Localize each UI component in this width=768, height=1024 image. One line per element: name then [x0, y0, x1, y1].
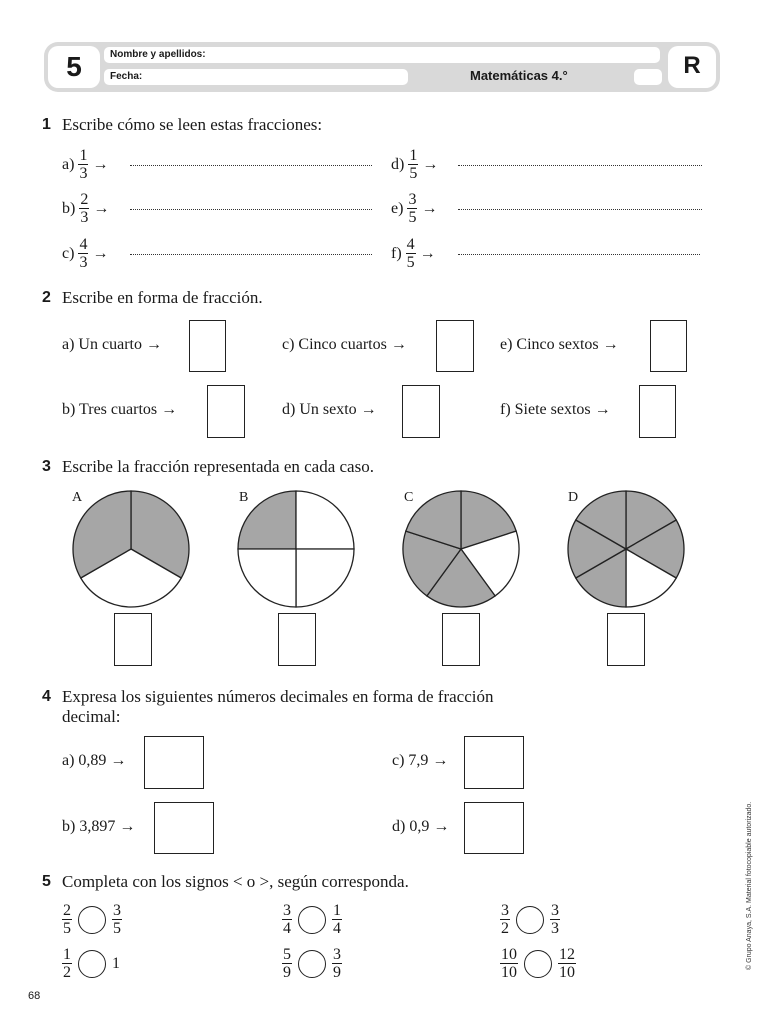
ex5-left-fraction [62, 902, 72, 937]
ex1-fraction-c-denominator: 3 [79, 254, 88, 271]
ex5-right-fraction-numerator: 12 [559, 946, 575, 963]
ex5-sign-circle[interactable] [298, 906, 326, 934]
ex5-comparison [282, 946, 342, 981]
ex1-fraction-c-numerator: 4 [79, 236, 88, 253]
ex5-comparison [62, 946, 120, 981]
ex2-number: 2 [42, 289, 51, 306]
ex1-item-label: f) [391, 244, 402, 262]
ex1-item-label: b) [62, 199, 76, 217]
ex2-item-e: e) Cinco sextos → [500, 336, 619, 353]
ex4-answer-d[interactable] [464, 802, 524, 854]
circle-d-label: D [568, 490, 579, 505]
ex1-fraction-b-numerator: 2 [80, 191, 89, 208]
ex4-item-b: b) 3,897 → [62, 818, 136, 835]
ex5-left-fraction [500, 946, 518, 981]
ex5-left-fraction [282, 946, 292, 981]
arrow-icon: → [422, 155, 439, 173]
ex5-left-fraction-numerator: 3 [283, 902, 291, 919]
ex5-left-fraction-denominator: 2 [501, 920, 509, 937]
arrow-icon: → [93, 199, 110, 217]
ex5-left-fraction-numerator: 5 [283, 946, 291, 963]
ex3-number: 3 [42, 458, 51, 475]
circle-b-sector [238, 491, 296, 549]
ex1-title: Escribe cómo se leen estas fracciones: [62, 115, 323, 134]
circle-b-sector [238, 549, 296, 607]
ex1-fraction-d-numerator: 1 [409, 147, 418, 164]
ex5-right-fraction [112, 902, 122, 937]
ex5-sign-circle[interactable] [78, 950, 106, 978]
circle-c-label: C [404, 490, 414, 505]
ex5-left-fraction [500, 902, 510, 937]
ex5-right-fraction-denominator: 9 [333, 964, 341, 981]
ex1-fraction-e-numerator: 3 [408, 191, 417, 208]
ex4-item-a: a) 0,89 → [62, 752, 127, 769]
circle-b-sector [296, 491, 354, 549]
ex5-right-fraction-denominator: 3 [551, 920, 559, 937]
ex3-answer-d[interactable] [607, 613, 645, 666]
ex1-fraction-b-denominator: 3 [80, 209, 89, 226]
ex1-number: 1 [42, 116, 51, 133]
ex2-item-a: a) Un cuarto → [62, 336, 162, 353]
ex5-right-fraction-denominator: 10 [559, 964, 575, 981]
circle-b-sector [296, 549, 354, 607]
ex5-comparison [500, 902, 560, 937]
ex2-title: Escribe en forma de fracción. [62, 288, 263, 307]
ex4-answer-b[interactable] [154, 802, 214, 854]
ex2-item-f: f) Siete sextos → [500, 401, 611, 418]
ex1-fraction-f-numerator: 4 [406, 236, 415, 253]
page-number: 68 [28, 990, 41, 1002]
ex5-right-number: 1 [112, 954, 120, 972]
name-label: Nombre y apellidos: [110, 49, 206, 60]
ex5-left-fraction-denominator: 2 [63, 964, 71, 981]
ex5-left-fraction-numerator: 1 [63, 946, 71, 963]
ex5-right-fraction-denominator: 5 [113, 920, 121, 937]
ex5-right-fraction-numerator: 3 [333, 946, 341, 963]
ex1-fraction-a-numerator: 1 [79, 147, 88, 164]
ex2-item-b: b) Tres cuartos → [62, 401, 178, 418]
ex5-left-fraction-numerator: 10 [501, 946, 517, 963]
ex2-item-c: c) Cinco cuartos → [282, 336, 407, 353]
ex5-left-fraction-numerator: 3 [501, 902, 509, 919]
ex1-item-label: d) [391, 155, 405, 173]
badge-r: R [668, 46, 716, 88]
ex1-fraction-f-denominator: 5 [406, 254, 415, 271]
copyright-note: © Grupo Anaya, S.A. Material fotocopiable autorizado. [746, 801, 753, 970]
ex5-left-fraction-denominator: 4 [283, 920, 291, 937]
ex5-comparison [62, 902, 122, 937]
ex1-item-label: e) [391, 199, 404, 217]
ex5-right-fraction-denominator: 4 [333, 920, 341, 937]
ex1-fraction-a-denominator: 3 [79, 165, 88, 182]
ex5-right-fraction [332, 902, 342, 937]
ex5-left-fraction-denominator: 10 [501, 964, 517, 981]
ex3-answer-b[interactable] [278, 613, 316, 666]
ex1-item-label: c) [62, 244, 75, 262]
ex1-fraction-d-denominator: 5 [409, 165, 418, 182]
unit-number: 5 [48, 46, 100, 88]
ex5-right-fraction [558, 946, 576, 981]
ex4-title-line2: decimal: [62, 707, 121, 726]
arrow-icon: → [421, 199, 438, 217]
ex5-left-fraction [62, 946, 72, 981]
ex5-sign-circle[interactable] [524, 950, 552, 978]
ex3-title: Escribe la fracción representada en cada caso. [62, 457, 374, 476]
ex5-left-fraction-denominator: 5 [63, 920, 71, 937]
ex5-left-fraction [282, 902, 292, 937]
ex5-title: Completa con los signos < o >, según corresponda. [62, 872, 409, 891]
ex4-answer-c[interactable] [464, 736, 524, 789]
ex4-number: 4 [42, 688, 51, 705]
arrow-icon: → [419, 244, 436, 262]
date-label: Fecha: [110, 71, 143, 82]
ex3-answer-c[interactable] [442, 613, 480, 666]
ex5-comparison [282, 902, 342, 937]
circle-a-label: A [72, 490, 83, 505]
ex5-sign-circle[interactable] [516, 906, 544, 934]
ex1-fraction-e-denominator: 5 [408, 209, 417, 226]
ex4-answer-a[interactable] [144, 736, 204, 789]
ex5-right-fraction-numerator: 3 [551, 902, 559, 919]
ex5-left-fraction-denominator: 9 [283, 964, 291, 981]
ex5-right-fraction-numerator: 3 [113, 902, 121, 919]
ex4-item-d: d) 0,9 → [392, 818, 450, 835]
ex5-right-fraction-numerator: 1 [333, 902, 341, 919]
ex5-right-fraction [550, 902, 560, 937]
ex5-number: 5 [42, 873, 51, 890]
ex5-right-fraction [332, 946, 342, 981]
ex4-title-line1: Expresa los siguientes números decimales en forma de fracción [62, 687, 494, 706]
ex5-sign-circle[interactable] [78, 906, 106, 934]
subject-title: Matemáticas 4.° [470, 68, 568, 83]
arrow-icon: → [92, 244, 109, 262]
ex5-sign-circle[interactable] [298, 950, 326, 978]
ex4-item-c: c) 7,9 → [392, 752, 449, 769]
ex3-answer-a[interactable] [114, 613, 152, 666]
ex5-left-fraction-numerator: 2 [63, 902, 71, 919]
ex5-comparison [500, 946, 576, 981]
arrow-icon: → [92, 155, 109, 173]
circle-b-label: B [239, 490, 249, 505]
ex2-item-d: d) Un sexto → [282, 401, 377, 418]
ex1-item-label: a) [62, 155, 75, 173]
